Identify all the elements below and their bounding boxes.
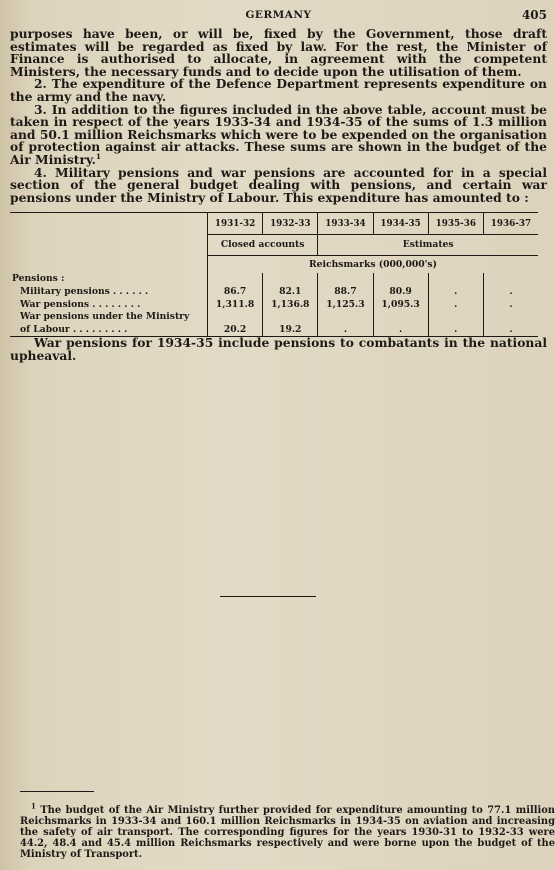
- table-cell: [373, 311, 428, 324]
- year-header: 1932-33: [263, 213, 318, 235]
- table-cell: [263, 311, 318, 324]
- table-cell: .: [373, 324, 428, 337]
- table-cell: 80.9: [373, 286, 428, 299]
- year-header: 1933-34: [318, 213, 373, 235]
- year-header: 1935-36: [428, 213, 483, 235]
- year-header: 1936-37: [483, 213, 538, 235]
- estimates-header: Estimates: [318, 235, 538, 256]
- paragraph-2: 2. The expenditure of the Defence Department represents expenditure on the army and the navy.: [10, 76, 547, 104]
- table-cell: [483, 311, 538, 324]
- unit-label: Reichsmarks (000,000's): [208, 256, 539, 274]
- footnote-rule: [20, 791, 94, 792]
- year-header: 1934-35: [373, 213, 428, 235]
- closed-accounts-header: Closed accounts: [208, 235, 318, 256]
- section-label: Pensions :: [12, 273, 65, 285]
- table-cell: 88.7: [318, 286, 373, 299]
- table-cell: .: [483, 324, 538, 337]
- pensions-table: [10, 212, 538, 337]
- section-row: [10, 273, 538, 286]
- footnote-marker: 1: [31, 801, 36, 811]
- table-cell: .: [318, 324, 373, 337]
- paragraph-4: 4. Military pensions and war pensions are accounted for in a special section of the general budget dealing with pensions, and certain war pensions under the Ministry of Labour. This expenditure has amounted to :: [10, 164, 547, 205]
- row-label: of Labour . . . . . . . . .: [20, 323, 128, 335]
- table-cell: 1,095.3: [373, 299, 428, 312]
- page-number: 405: [521, 8, 547, 22]
- table-cell: .: [483, 299, 538, 312]
- paragraph-1: purposes have been, or will be, fixed by the Government, those draft estimates will be regarded as fixed by law. For the rest, the Minister of Finance is authorised to allocate, in agreement with the competent Ministers, the necessary funds and to decide upon the utilisation of them.: [10, 26, 547, 79]
- table-cell: [428, 311, 483, 324]
- table-cell: 86.7: [208, 286, 263, 299]
- footnote-body: The budget of the Air Ministry further provided for expenditure amounting to 77.1 million Reichsmarks in 1933-34 and 160.1 million Reichsmarks in 1934-35 on aviation and increasing the safety of air transport. The corresponding figures for the years 1930-31 to 1932-33 were 44.2, 48.4 and 45.4 million Reichsmarks respectively and were borne upon the budget of the Ministry of Transport.: [20, 805, 555, 860]
- section-rule: [220, 596, 316, 597]
- paragraph-3-text: 3. In addition to the figures included in the above table, account must be taken in respect of the years 1933-34 and 1934-35 of the sums of 1.3 million and 50.1 million Reichsmarks which were to be expended on the organisation of protection against air attacks. These sums are shown in the budget of the Air Ministry.: [10, 101, 547, 167]
- footnote-text: [20, 801, 555, 861]
- table-cell: 20.2: [208, 324, 263, 337]
- page-header: [10, 8, 547, 28]
- body-text: [10, 28, 547, 362]
- table-cell: 1,125.3: [318, 299, 373, 312]
- table-row: [10, 299, 538, 312]
- closing-paragraph: War pensions for 1934-35 include pensions to combatants in the national upheaval.: [10, 335, 547, 363]
- year-header-row: [10, 213, 538, 235]
- footnote: [20, 801, 555, 861]
- table-row: [10, 311, 538, 324]
- table-cell: .: [428, 324, 483, 337]
- table-stub-head: [10, 213, 208, 274]
- table-cell: .: [483, 286, 538, 299]
- year-header: 1931-32: [208, 213, 263, 235]
- table-cell: 1,136.8: [263, 299, 318, 312]
- table-row: [10, 286, 538, 299]
- table-cell: 19.2: [263, 324, 318, 337]
- table-cell: .: [428, 286, 483, 299]
- table-cell: 82.1: [263, 286, 318, 299]
- row-label: Military pensions . . . . . .: [20, 285, 149, 297]
- row-label: War pensions under the Ministry: [20, 311, 190, 323]
- table-cell: .: [428, 299, 483, 312]
- footnote-ref: 1: [95, 151, 101, 161]
- row-label: War pensions . . . . . . . .: [20, 298, 141, 310]
- running-head: GERMANY: [245, 9, 312, 21]
- table-cell: 1,311.8: [208, 299, 263, 312]
- paragraph-3: [10, 101, 547, 167]
- table-cell: [318, 311, 373, 324]
- table-cell: [208, 311, 263, 324]
